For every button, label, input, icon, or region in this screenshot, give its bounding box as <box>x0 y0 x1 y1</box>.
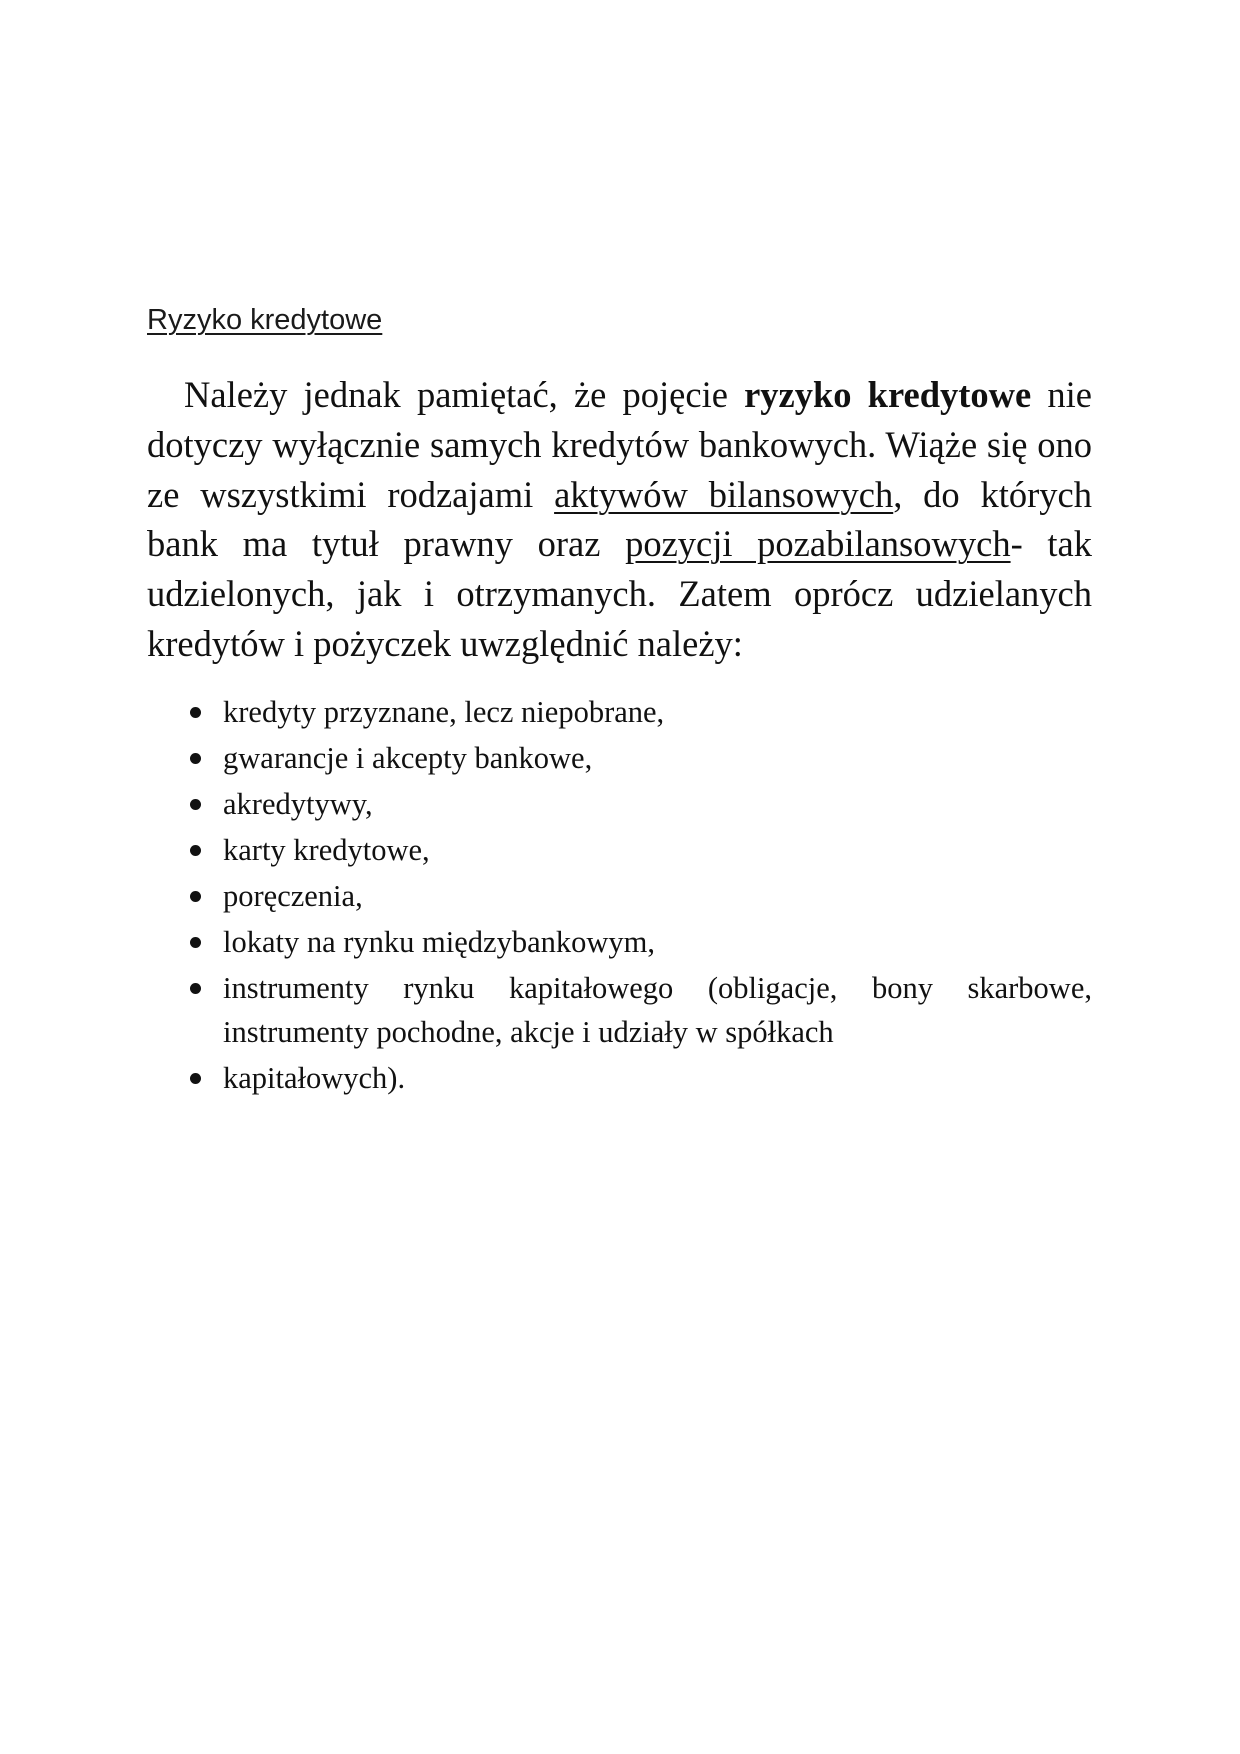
paragraph-text-3: , do których bank ma tytuł prawny oraz <box>147 473 1093 565</box>
list-item-text: kredyty przyznane, lecz niepobrane, <box>223 695 665 729</box>
list-item-text: lokaty na rynku międzybankowym, <box>223 925 655 959</box>
bullet-icon <box>190 891 201 902</box>
list-item <box>147 920 1092 964</box>
bullet-icon <box>190 1073 201 1084</box>
paragraph-text-2: nie dotyczy wyłącznie samych kredytów bankowych. Wiąże się ono ze wszystkimi rodzajami <box>147 374 1092 515</box>
list-item <box>147 690 1092 734</box>
list-item <box>147 782 1092 826</box>
underlined-term-off-balance: pozycji pozabilansowych <box>625 523 1011 565</box>
bullet-icon <box>190 845 201 856</box>
list-item <box>147 966 1092 1054</box>
bullet-list <box>147 690 1092 1102</box>
bullet-icon <box>190 799 201 810</box>
bullet-icon <box>190 753 201 764</box>
section-heading: Ryzyko kredytowe <box>147 304 383 336</box>
bullet-icon <box>190 983 201 994</box>
list-item-text: poręczenia, <box>223 879 363 913</box>
bullet-icon <box>190 937 201 948</box>
bold-term: ryzyko kredytowe <box>744 374 1032 415</box>
list-item-text-continued: instrumenty pochodne, akcje i udziały w spółkach <box>223 1015 834 1049</box>
paragraph-text-1: Należy jednak pamiętać, że pojęcie <box>184 374 745 415</box>
list-item <box>147 736 1092 780</box>
list-item-text: akredytywy, <box>223 787 373 821</box>
list-item-text: karty kredytowe, <box>223 833 430 867</box>
list-item-text: kapitałowych). <box>223 1061 406 1095</box>
underlined-term-assets: aktywów bilansowych <box>554 473 894 515</box>
body-paragraph <box>147 370 1092 669</box>
list-item <box>147 874 1092 918</box>
paragraph-text-4: - tak udzielonych, jak i otrzymanych. Zatem oprócz udzielanych kredytów i pożyczek uwzględnić należy: <box>147 523 1092 664</box>
list-item <box>147 828 1092 872</box>
list-item-text: gwarancje i akcepty bankowe, <box>223 741 593 775</box>
list-item <box>147 1056 1092 1100</box>
list-item-text: instrumenty rynku kapitałowego (obligacje, bony skarbowe, <box>223 971 1092 1005</box>
bullet-icon <box>190 707 201 718</box>
